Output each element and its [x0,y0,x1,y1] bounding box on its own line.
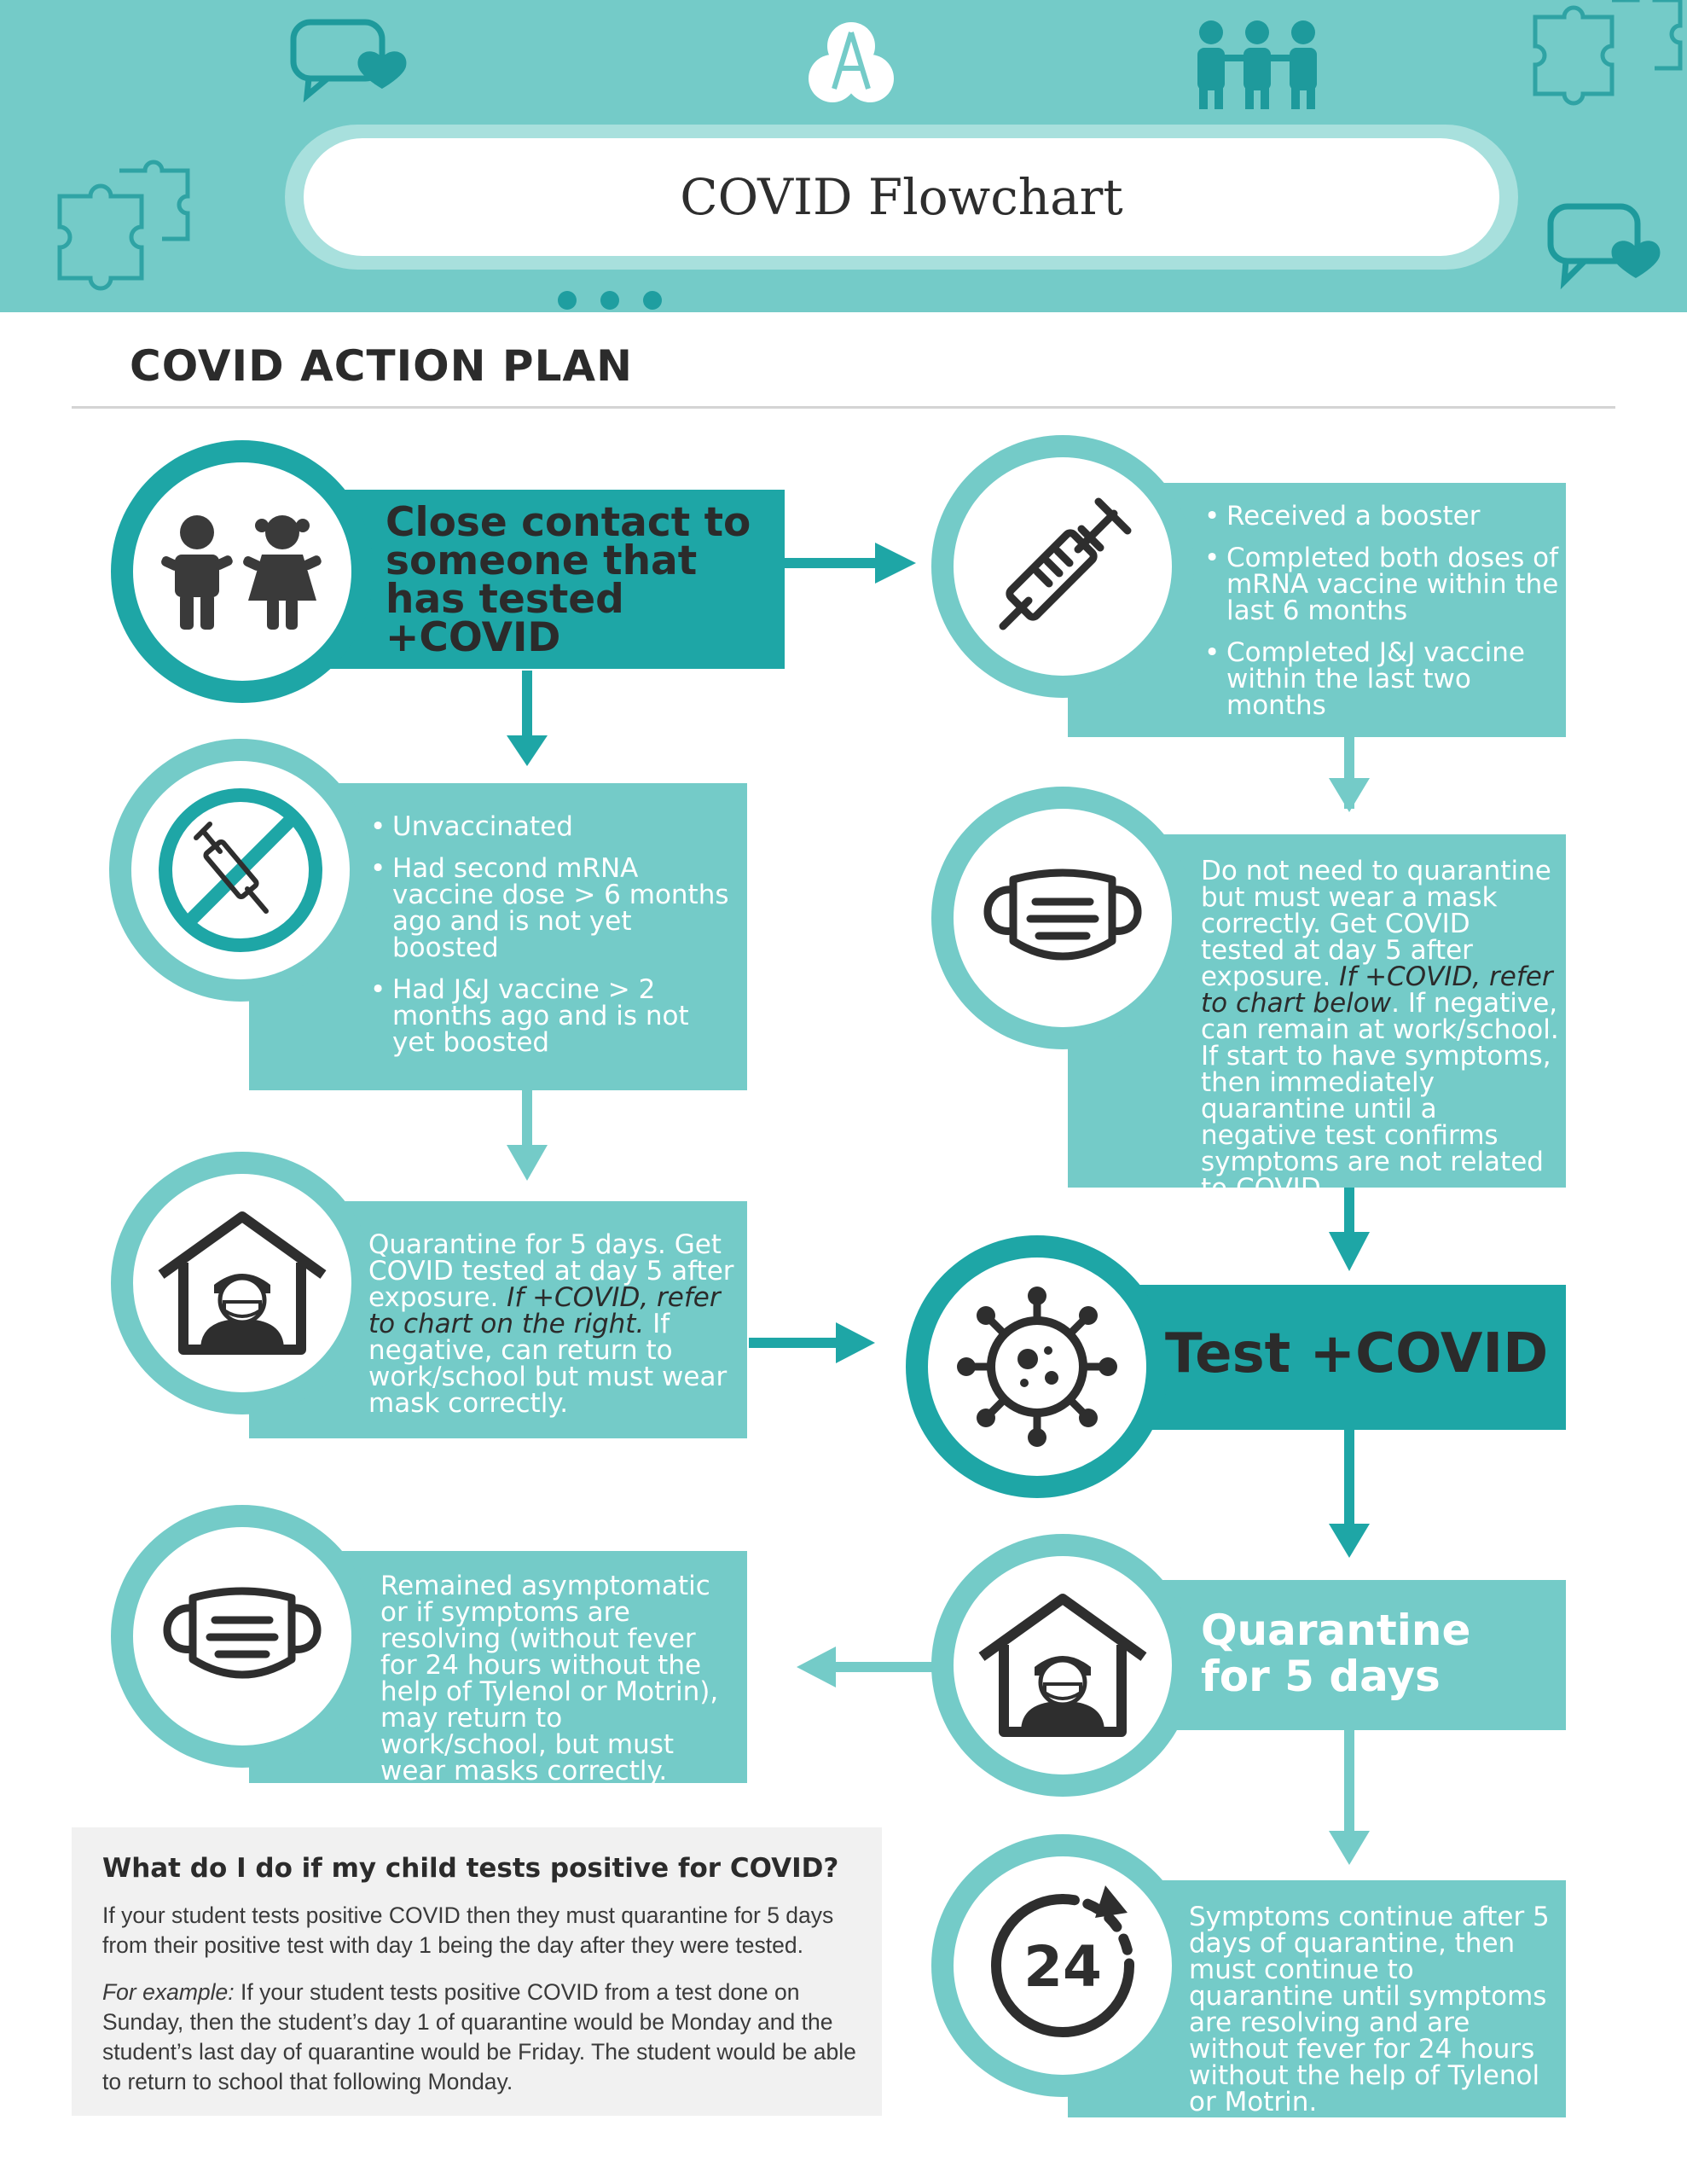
arrow-right [781,543,916,584]
timer-label: 24 [1023,1934,1102,2000]
arrow-down [1329,735,1370,812]
chart-reference: If +COVID, refer to chart below [1201,961,1553,1019]
children-icon [153,512,332,631]
faq-example-text: If your student tests positive COVID from a test done on Sunday, then the student’s day 1 of quarantine would be Monday and the student’s last day of quarantine would be Friday. The student would be able to return to school that following Monday. [102,1979,856,2094]
24-hour-icon [977,1880,1148,2051]
faq-example-label: For example: [102,1979,235,2005]
icon-circle [109,739,372,1002]
criteria-item: • Unvaccinated [368,814,735,840]
icon-circle [906,1235,1168,1498]
criteria-item: • Had second mRNA vaccine dose > 6 months ago and is not yet boosted [368,856,735,961]
section-title: COVID ACTION PLAN [130,341,633,391]
faq-question: What do I do if my child tests positive for COVID? [102,1853,839,1884]
criteria-item: • Had J&J vaccine > 2 months ago and is not yet boosted [368,977,735,1056]
icon-circle [111,1505,374,1768]
faq-example [102,1978,870,2097]
icon-circle [931,1534,1194,1797]
icon-circle [931,787,1194,1049]
symptoms-continue-text: Symptoms continue after 5 days of quarantine, then must continue to quarantine until symptoms are resolving and are without fever for 24 hours without the help of Tylenol or Motrin. [1189,1902,1550,2117]
icon-circle [931,435,1194,698]
asymptomatic-text: Remained asymptomatic or if symptoms are resolving (without fever for 24 hours without the help of Tylenol or Motrin), may return to work/school, but must wear masks correctly. [380,1571,719,1786]
syringe-icon [986,490,1139,643]
arrow-right [749,1322,875,1363]
icon-circle [931,1834,1194,2097]
criteria-item: • Received a booster [1203,503,1561,530]
instruction-text: Do not need to quarantine but must wear a mask correctly. Get COVID tested at day 5 after exposure. [1201,856,1551,992]
faq-answer: If your student tests positive COVID then they must quarantine for 5 days from their positive test with day 1 being the day after they were tested. [102,1902,834,1958]
unvaccinated-criteria [368,811,735,1072]
chart-reference: If +COVID, refer to chart on the right. [368,1282,721,1339]
face-mask-icon [969,863,1157,973]
virus-icon [956,1286,1118,1448]
instruction-text: If negative, can return to work/school but must wear mask correctly. [368,1309,728,1419]
quarantine5-title: Quarantine for 5 days [1201,1606,1471,1701]
home-quarantine-icon [973,1589,1152,1742]
no-quarantine-text [1201,858,1559,1202]
icon-circle [111,1152,374,1414]
arrow-down [507,671,548,766]
arrow-down [1329,1430,1370,1558]
no-vaccine-icon [155,785,326,956]
home-quarantine-icon [153,1206,332,1360]
close-contact-title: Close contact to someone that has tested +COVID [386,499,751,661]
criteria-item: • Completed J&J vaccine within the last two months [1203,640,1561,719]
instruction-text: Quarantine for 5 days. Get COVID tested at day 5 after exposure. [368,1229,734,1313]
test-positive-title: Test +COVID [1165,1322,1549,1385]
icon-circle [111,440,374,703]
arrow-down [1329,1728,1370,1865]
face-mask-icon [148,1581,336,1692]
quarantine-unvax-text [368,1229,735,1419]
arrow-down [507,1090,548,1181]
arrow-left [797,1647,935,1687]
instruction-text: . If negative, can remain at work/school. If start to have symptoms, then immediately quarantine until a negative test confirms symptoms are not related to COVID. [1201,988,1559,1204]
criteria-item: • Completed both doses of mRNA vaccine within the last 6 months [1203,545,1561,624]
vaccinated-criteria [1203,503,1561,735]
page-title: COVID Flowchart [304,138,1499,256]
